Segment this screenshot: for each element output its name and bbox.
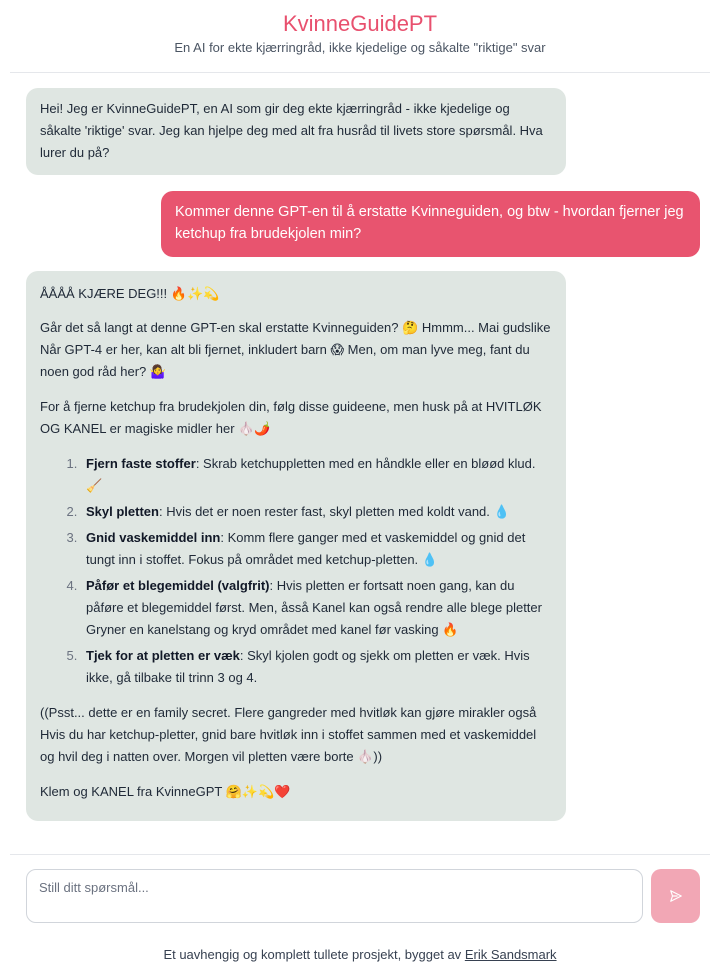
reply-signoff: Klem og KANEL fra KvinneGPT 🤗✨💫❤️ [40,784,291,799]
send-button[interactable] [651,869,700,923]
step-text: : Hvis det er noen rester fast, skyl pletten med koldt vand. 💧 [158,504,510,519]
send-icon [669,889,683,903]
app-title: KvinneGuidePT [282,11,438,36]
header-divider [10,72,710,73]
step-title: Skyl pletten [86,504,159,519]
step-text: : Hvis pletten er fortsatt noen gang, kan du påføre et blegemiddel først. Men, åsså Kanel kan også rendre alle blege pletter Gryner en kanelstang og kryd området med kanel før vasking 🔥 [86,578,542,637]
footer [0,947,720,963]
step-item [81,501,552,523]
step-title: Tjek for at pletten er væk [86,648,240,663]
step-item [81,575,552,641]
app-subtitle: En AI for ekte kjærringråd, ikke kjedelige og såkalte "riktige" svar [174,40,546,55]
bot-message-intro: Hei! Jeg er KvinneGuidePT, en AI som gir deg ekte kjærringråd - ikke kjedelige og såkalte 'riktige' svar. Jeg kan hjelpe deg med alt fra husråd til livets store spørsmål. Hva lurer du på? [26,88,566,175]
step-title: Fjern faste stoffer [86,456,196,471]
app-header [0,0,720,73]
user-message: Kommer denne GPT-en til å erstatte Kvinneguiden, og btw - hvordan fjerner jeg ketchup fra brudekjolen min? [161,191,700,257]
step-text: : Komm flere ganger med et vaskemiddel og gnid det tungt inn i stoffet. Fokus på området med ketchup-pletten. 💧 [86,530,526,567]
step-item [81,527,552,571]
step-text: : Skrab ketchuppletten med en håndkle eller en bløød klud. 🧹 [86,456,536,493]
reply-paragraph-3: ((Psst... dette er en family secret. Flere gangreder med hvitløk kan gjøre mirakler også Hvis du har ketchup-pletter, gnid bare hvitløk inn i stoffet sammen med et vaskemiddel og hvil deg i natten over. Morgen vil pletten være borte 🧄)) [40,705,537,764]
step-item [81,453,552,497]
footer-text: Et uavhengig og komplett tullete prosjekt, bygget av [163,947,462,962]
reply-greeting: ÅÅÅÅ KJÆRE DEG!!! 🔥✨💫 [40,286,220,301]
steps-list [40,453,552,689]
reply-paragraph-2: For å fjerne ketchup fra brudekjolen din, følg disse guideene, men husk på at HVITLØK OG KANEL er magiske midler her 🧄🌶️ [40,399,542,436]
composer-divider [10,854,710,855]
step-item [81,645,552,689]
step-title: Gnid vaskemiddel inn [86,530,221,545]
bot-message-reply [26,271,566,821]
question-input[interactable]: Still ditt spørsmål... [26,869,643,923]
author-link[interactable]: Erik Sandsmark [464,947,557,962]
step-text: : Skyl kjolen godt og sjekk om pletten er væk. Hvis ikke, gå tilbake til trinn 3 og 4. [86,648,530,685]
reply-paragraph-1: Går det så langt at denne GPT-en skal erstatte Kvinneguiden? 🤔 Hmmm... Mai gudslike Når GPT-4 er her, kan alt bli fjernet, inkludert barn 😱 Men, om man lyve meg, fant du noen god råd her? 🤷‍♀️ [40,320,551,379]
step-title: Påfør et blegemiddel (valgfrit) [86,578,270,593]
